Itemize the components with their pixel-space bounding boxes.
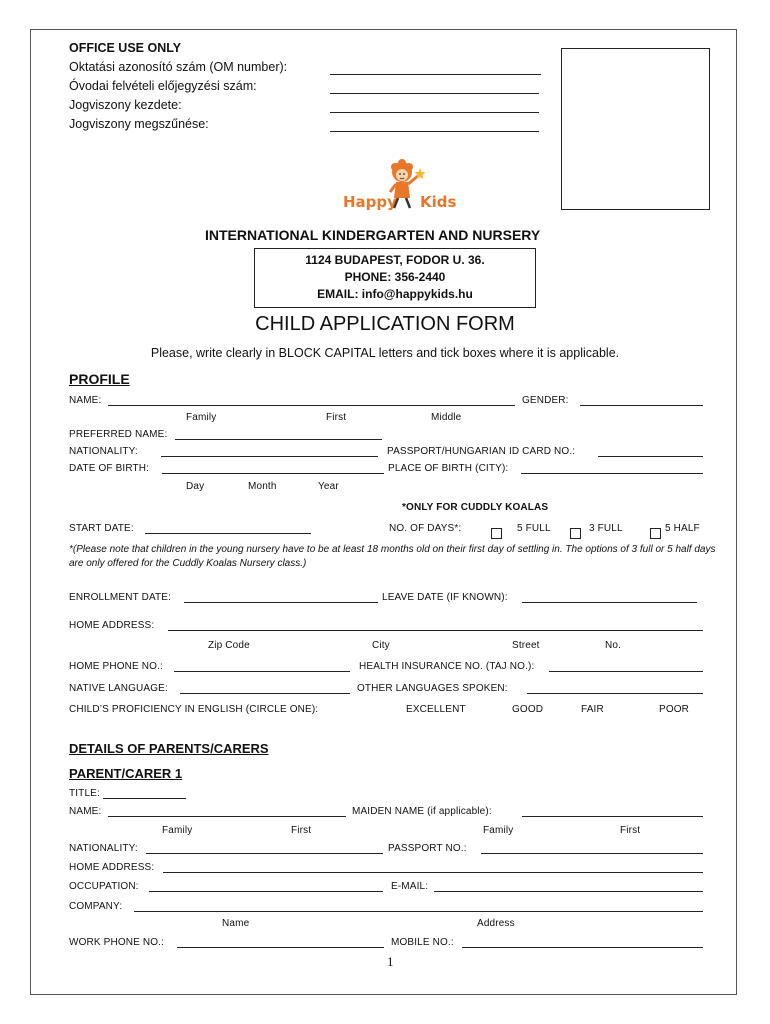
leave-date-field[interactable]: [522, 602, 697, 603]
proficiency-poor[interactable]: POOR: [659, 704, 690, 715]
home-address-label: HOME ADDRESS:: [69, 620, 155, 631]
parent1-mobile-field[interactable]: [462, 947, 703, 948]
parent1-company-label: COMPANY:: [69, 901, 123, 912]
name-middle-caption: Middle: [431, 412, 462, 423]
parent1-name-field[interactable]: [108, 816, 346, 817]
parent1-passport-label: PASSPORT NO.:: [388, 843, 467, 854]
ovodai-field[interactable]: [330, 93, 539, 94]
city-caption: City: [372, 640, 390, 651]
child-home-address-field[interactable]: [168, 630, 703, 631]
dob-field[interactable]: [162, 473, 384, 474]
parent1-occupation-label: OCCUPATION:: [69, 881, 139, 892]
om-number-field[interactable]: [330, 74, 541, 75]
home-phone-label: HOME PHONE NO.:: [69, 661, 163, 672]
enrollment-date-label: ENROLLMENT DATE:: [69, 592, 172, 603]
company-address-caption: Address: [477, 918, 515, 929]
preferred-name-field[interactable]: [175, 439, 382, 440]
zip-caption: Zip Code: [208, 640, 250, 651]
parent1-email-label: E-MAIL:: [391, 881, 429, 892]
passport-id-field[interactable]: [598, 456, 703, 457]
school-phone: PHONE: 356-2440: [344, 270, 446, 284]
form-title: CHILD APPLICATION FORM: [255, 313, 515, 335]
3-full-label: 3 FULL: [589, 523, 623, 534]
nationality-label: NATIONALITY:: [69, 446, 138, 457]
parents-heading: DETAILS OF PARENTS/CARERS: [69, 741, 269, 756]
megszunese-label: Jogviszony megszűnése:: [69, 117, 209, 131]
parent1-home-address-label: HOME ADDRESS:: [69, 862, 155, 873]
parent1-heading: PARENT/CARER 1: [69, 766, 183, 781]
parent1-occupation-field[interactable]: [149, 891, 383, 892]
parent1-nationality-label: NATIONALITY:: [69, 843, 138, 854]
3-full-checkbox[interactable]: [570, 528, 581, 539]
happy-kids-logo: [338, 158, 462, 218]
parent1-work-phone-field[interactable]: [177, 947, 384, 948]
native-language-field[interactable]: [180, 693, 350, 694]
dob-label: DATE OF BIRTH:: [69, 463, 150, 474]
num-days-label: NO. OF DAYS*:: [389, 523, 462, 534]
dob-year-caption: Year: [318, 481, 339, 492]
company-name-caption: Name: [222, 918, 250, 929]
parent1-company-field[interactable]: [134, 911, 703, 912]
maiden-first-caption: First: [620, 825, 641, 836]
pob-label: PLACE OF BIRTH (CITY):: [388, 463, 509, 474]
form-instructions: Please, write clearly in BLOCK CAPITAL letters and tick boxes where it is applicable.: [150, 346, 620, 360]
parent1-passport-field[interactable]: [481, 853, 703, 854]
page-number: 1: [387, 954, 394, 969]
parent1-first-caption: First: [291, 825, 312, 836]
ovodai-label: Óvodai felvételi előjegyzési szám:: [69, 79, 257, 93]
profile-heading: PROFILE: [69, 371, 130, 387]
logo-text-kids: Kids: [420, 193, 457, 211]
pob-field[interactable]: [521, 473, 703, 474]
office-use-title: OFFICE USE ONLY: [69, 41, 182, 55]
kezdete-label: Jogviszony kezdete:: [69, 98, 182, 112]
parent1-email-field[interactable]: [434, 891, 703, 892]
health-insurance-label: HEALTH INSURANCE NO. (TAJ NO.):: [359, 661, 535, 672]
name-first-caption: First: [326, 412, 347, 423]
parent1-maiden-label: MAIDEN NAME (if applicable):: [352, 806, 492, 817]
proficiency-fair[interactable]: FAIR: [581, 704, 604, 715]
school-name: INTERNATIONAL KINDERGARTEN AND NURSERY: [205, 227, 541, 243]
proficiency-excellent[interactable]: EXCELLENT: [406, 704, 466, 715]
preferred-name-label: PREFERRED NAME:: [69, 429, 168, 440]
proficiency-good[interactable]: GOOD: [512, 704, 544, 715]
start-date-field[interactable]: [145, 533, 311, 534]
nursery-age-note: *(Please note that children in the young nursery have to be at least 18 months old on their first day of settling in. The options of 3 full or 5 half days are only offered for the Cuddly Koalas Nursery class.): [69, 544, 716, 569]
parent1-work-phone-label: WORK PHONE NO.:: [69, 937, 165, 948]
home-phone-field[interactable]: [174, 671, 350, 672]
school-email: EMAIL: info@happykids.hu: [317, 287, 473, 301]
dob-day-caption: Day: [186, 481, 205, 492]
dob-month-caption: Month: [248, 481, 277, 492]
english-proficiency-label: CHILD’S PROFICIENCY IN ENGLISH (CIRCLE ONE):: [69, 704, 319, 715]
enrollment-date-field[interactable]: [184, 602, 378, 603]
name-family-caption: Family: [186, 412, 217, 423]
parent1-maiden-field[interactable]: [522, 816, 703, 817]
health-insurance-field[interactable]: [549, 671, 703, 672]
maiden-family-caption: Family: [483, 825, 514, 836]
om-number-label: Oktatási azonosító szám (OM number):: [69, 60, 288, 74]
native-language-label: NATIVE LANGUAGE:: [69, 683, 168, 694]
parent1-title-label: TITLE:: [69, 788, 100, 799]
parent1-title-field[interactable]: [103, 798, 186, 799]
child-nationality-field[interactable]: [161, 456, 378, 457]
parent1-nationality-field[interactable]: [146, 853, 383, 854]
parent1-family-caption: Family: [162, 825, 193, 836]
school-contact-box: [254, 248, 536, 308]
name-label: NAME:: [69, 395, 102, 406]
parent1-name-label: NAME:: [69, 806, 102, 817]
other-languages-label: OTHER LANGUAGES SPOKEN:: [357, 683, 508, 694]
gender-label: GENDER:: [522, 395, 569, 406]
house-no-caption: No.: [605, 640, 622, 651]
parent1-mobile-label: MOBILE NO.:: [391, 937, 454, 948]
5-full-checkbox[interactable]: [491, 528, 502, 539]
photo-box[interactable]: [561, 48, 710, 210]
5-half-label: 5 HALF: [665, 523, 700, 534]
gender-field[interactable]: [580, 405, 703, 406]
megszunese-field[interactable]: [330, 131, 539, 132]
street-caption: Street: [512, 640, 540, 651]
5-half-checkbox[interactable]: [650, 528, 661, 539]
5-full-label: 5 FULL: [517, 523, 551, 534]
kezdete-field[interactable]: [330, 112, 539, 113]
leave-date-label: LEAVE DATE (IF KNOWN):: [382, 592, 508, 603]
other-languages-field[interactable]: [527, 693, 703, 694]
passport-id-label: PASSPORT/HUNGARIAN ID CARD NO.:: [387, 446, 576, 457]
start-date-label: START DATE:: [69, 523, 134, 534]
logo-text-happy: Happy: [343, 193, 397, 211]
parent1-home-address-field[interactable]: [163, 872, 703, 873]
child-name-field[interactable]: [108, 405, 515, 406]
koalas-only-note: *ONLY FOR CUDDLY KOALAS: [402, 502, 549, 513]
school-address: 1124 BUDAPEST, FODOR U. 36.: [305, 253, 485, 267]
